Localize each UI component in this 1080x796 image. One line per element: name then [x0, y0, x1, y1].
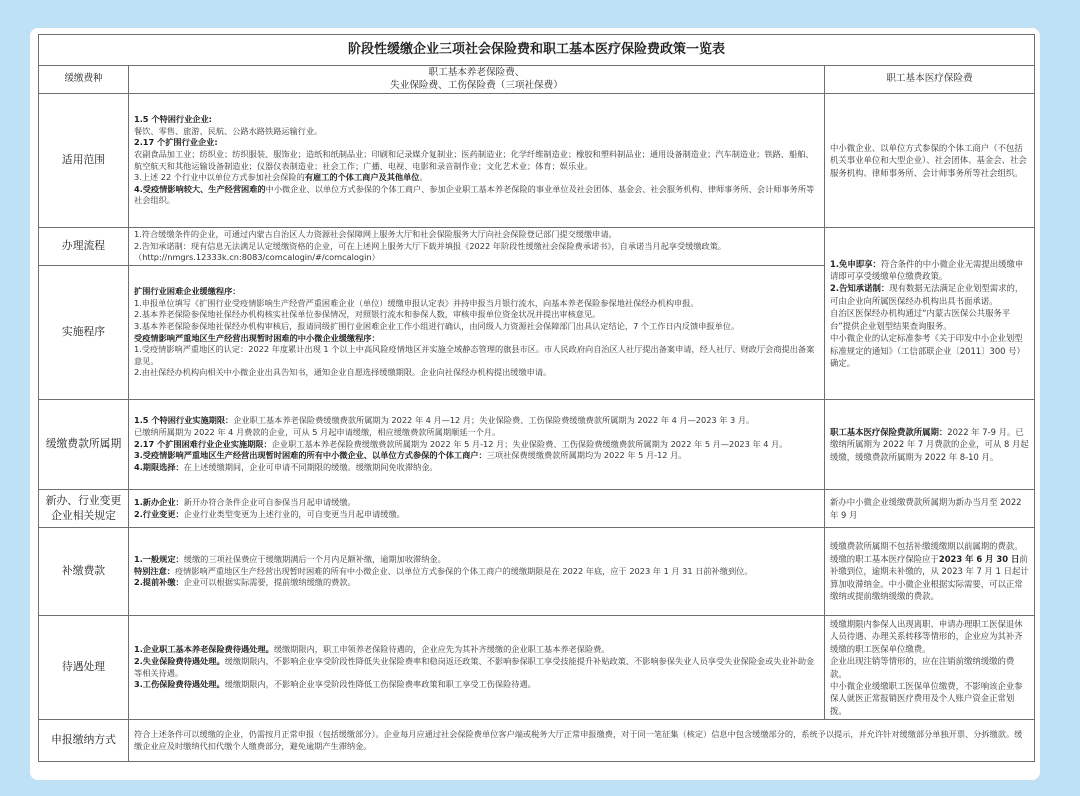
procedure-heading-2: 受疫情影响严重地区生产经营出现暂时困难的中小微企业缓缴程序： [134, 332, 380, 343]
backpay-three-insurances [129, 528, 825, 616]
scope-item-1-title: 1.5 个特困行业企业: [134, 113, 212, 124]
backpay-medical: 缓缴费款所属期不包括补缴缓缴期以前属期的费款。缓缴的职工基本医疗保险应于2023 年 6 月 30 日前补缴到位，逾期未补缴的，从 2023 年 7 月 1 日起计算加收滞纳金。中小微企业根据实际需要，可以正常缴纳或提前缴纳缓缴的费款。 [825, 528, 1035, 616]
scope-item-1-text: 餐饮、零售、旅游、民航、公路水路铁路运输行业。 [134, 125, 323, 136]
row-label-period: 缓缴费款所属期 [39, 400, 129, 490]
backpay-item-special: 特别注意：疫情影响严重地区生产经营出现暂时困难的所有中小微企业、以单位方式参保的个体工商户的缓缴期限是在 2022 年底，应于 2023 年 1 月 31 日前补缴到位。 [134, 565, 753, 576]
procedure-item-5: 2.由社保经办机构向相关中小微企业出具告知书，通知企业自愿选择缓缴期限。企业向社保经办机构提出缓缴申请。 [134, 367, 552, 378]
period-item-3: 3.受疫情影响严重地区生产经营出现暂时困难的所有中小微企业、以单位方式参保的个体工商户：三项社保费缓缴费款所属期均为 2022 年 5 月-12 月。 [134, 450, 687, 461]
scope-three-insurances [129, 94, 825, 228]
process-item-2: 2.告知承诺制：现有信息无法满足认定缓缴资格的企业，可在上述网上服务大厅下载并填报《2022 年阶段性缓缴社会保险费承诺书》，自承诺当月起享受缓缴政策。（http://nmgrs.12333k.cn:8083/comcalogin/#/comcalogin） [134, 240, 727, 263]
treatment-medical [825, 616, 1035, 720]
procedure-item-3: 3.基本养老保险参保地社保经办机构审核后，报请同级扩围行业困难企业工作小组进行确认，由同级人力资源社会保障部门出具认定结论，7 个工作日内反馈申报单位。 [134, 320, 740, 331]
scope-item-4: 4.受疫情影响较大、生产经营困难的中小微企业、以单位方式参保的个体工商户、参加企业职工基本养老保险的事业单位及社会团体、基金会、社会服务机构、律师事务所、会计师事务所等社会组织。 [134, 183, 815, 206]
row-label-new-enterprise: 新办、行业变更企业相关规定 [39, 490, 129, 528]
scope-item-3: 3.上述 22 个行业中以单位方式参加社会保险的有雇工的个体工商户及其他单位。 [134, 172, 428, 183]
header-three-insurances-line2: 失业保险费、工伤保险费（三项社保费） [390, 79, 563, 91]
header-medical-insurance: 职工基本医疗保险费 [825, 66, 1035, 94]
scope-item-2-title: 2.17 个扩围行业企业: [134, 137, 218, 148]
procedure-medical-item-2: 2.告知承诺制：现有数据无法满足企业划型需求的，可由企业向所属医保经办机构出具书面承诺。 [830, 283, 1024, 306]
procedure-three-insurances [129, 266, 825, 400]
treatment-three-insurances [129, 616, 825, 720]
procedure-medical-item-1: 1.免申即享：符合条件的中小微企业无需提出缓缴申请即可享受缓缴单位缴费政策。 [830, 258, 1024, 281]
table-title: 阶段性缓缴企业三项社会保险费和职工基本医疗保险费政策一览表 [39, 35, 1035, 66]
procedure-item-2: 2.基本养老保险参保地社保经办机构核实社保单位参保情况，对照银行流水和参保人数，审核申报单位资金状况并提出审核意见。 [134, 309, 601, 320]
period-item-4: 4.期限选择：在上述缓缴期间，企业可申请不同期限的缓缴。缓缴期间免收滞纳金。 [134, 461, 438, 472]
row-declare [39, 720, 1035, 762]
treatment-item-3: 3.工伤保险费待遇处理。缓缴期限内，不影响企业享受阶段性降低工伤保险费率政策和职工享受工伤保险待遇。 [134, 679, 536, 690]
treatment-medical-item-2: 企业出现注销等情形的，应在注销前缴纳缓缴的费款。 [830, 656, 1015, 679]
procedure-heading-1: 扩围行业困难企业缓缴程序： [134, 285, 241, 296]
period-item-2: 2.17 个扩围困难行业企业实施期限：企业职工基本养老保险费缓缴费款所属期为 2022 年 5 月-12 月；失业保险费、工伤保险费缓缴费款所属期为 2022 年 5 月—2023 年 4 月。 [134, 438, 788, 449]
policy-table [38, 34, 1035, 762]
row-process [39, 228, 1035, 266]
newent-item-2: 2.行业变更：企业行业类型变更为上述行业的，可自变更当月起申请缓缴。 [134, 508, 405, 519]
procedure-medical [825, 228, 1035, 400]
treatment-medical-item-1: 缓缴期限内参保人出现离职、申请办理职工医保退休人员待遇、办理关系转移等情形的，企业应为其补齐缓缴的职工医保单位缴费。 [830, 618, 1023, 654]
process-item-1: 1.符合缓缴条件的企业，可通过内蒙古自治区人力资源社会保障网上服务大厅和社会保险服务大厅向社会保险登记部门提交缓缴申请。 [134, 229, 617, 240]
process-three-insurances [129, 228, 825, 266]
newent-medical: 新办中小微企业缓缴费款所属期为新办当月至 2022 年 9 月 [825, 490, 1035, 528]
row-label-scope: 适用范围 [39, 94, 129, 228]
row-scope [39, 94, 1035, 228]
row-label-process: 办理流程 [39, 228, 129, 266]
header-three-insurances-line1: 职工基本养老保险费、 [428, 67, 525, 79]
row-label-declare: 申报缴纳方式 [39, 720, 129, 762]
newent-three-insurances [129, 490, 825, 528]
period-item-1-note: 已缴纳所属期为 2022 年 4 月费款的企业，可从 5 月起申请缓缴，相应缓缴费款所属期顺延一个月。 [134, 427, 501, 438]
period-item-1: 1.5 个特困行业实施期限：企业职工基本养老保险费缓缴费款所属期为 2022 年 4 月—12 月；失业保险费、工伤保险费缓缴费款所属期为 2022 年 4 月—2023 年 3 月。 [134, 415, 755, 426]
procedure-item-4: 1.受疫情影响严重地区的认定：2022 年度累计出现 1 个以上中高风险疫情地区并实施全域静态管理的旗县市区。市人民政府向自治区人社厅提出备案申请，经人社厅、财政厅会商提出备案意见。 [134, 344, 815, 366]
title-row [39, 35, 1035, 66]
row-treatment [39, 616, 1035, 720]
procedure-item-1: 1.申报单位填写《扩围行业受疫情影响生产经营严重困难企业（单位）缓缴申报认定表》并持申报当月银行流水，向基本养老保险参保地社保经办机构申报。 [134, 297, 699, 308]
row-new-enterprise [39, 490, 1035, 528]
treatment-item-1: 1.企业职工基本养老保险费待遇处理。缓缴期限内，职工申领养老保险待遇的，企业应先为其补齐缓缴的企业职工基本养老保险费。 [134, 644, 610, 655]
row-label-backpay: 补缴费款 [39, 528, 129, 616]
row-label-treatment: 待遇处理 [39, 616, 129, 720]
newent-item-1: 1.新办企业：新开办符合条件企业可自参保当月起申请缓缴。 [134, 496, 356, 507]
treatment-item-2: 2.失业保险费待遇处理。缓缴期限内，不影响企业享受阶段性降低失业保险费率和稳岗返还政策、不影响参保职工享受技能提升补贴政策、不影响参保失业人员享受失业保险金或失业补助金等相关待遇。 [134, 655, 815, 678]
backpay-item-1: 1.一般规定：缓缴的三项社保费应于缓缴期满后一个月内足额补缴，逾期加收滞纳金。 [134, 554, 446, 565]
scope-item-2-text: 农副食品加工业；纺织业；纺织服装、服饰业；造纸和纸制品业；印刷和记录媒介复制业；医药制造业；化学纤维制造业；橡胶和塑料制品业；通用设备制造业；汽车制造业；铁路、船舶、航空航天和其他运输设备制造业；仪器仪表制造业；社会工作；广播、电视、电影和录音制作业；文化艺术业；体育；娱乐业。 [134, 148, 814, 171]
backpay-item-2: 2.提前补缴：企业可以根据实际需要，提前缴纳缓缴的费款。 [134, 577, 356, 588]
procedure-medical-item-4: 中小微企业的认定标准参考《关于印发中小企业划型标准规定的通知》（工信部联企业〔2011〕300 号）确定。 [830, 333, 1025, 369]
header-three-insurances [129, 66, 825, 94]
row-backpay [39, 528, 1035, 616]
procedure-medical-item-3: 自治区医保经办机构通过“内蒙古医保公共服务平台”提供企业划型结果查询服务。 [830, 308, 1011, 331]
row-period [39, 400, 1035, 490]
period-three-insurances [129, 400, 825, 490]
treatment-medical-item-3: 中小微企业缓缴职工医保单位缴费，不影响该企业参保人就医正常报销医疗费用及个人账户资金正常划拨。 [830, 680, 1023, 716]
policy-table-card [30, 28, 1040, 780]
declare-text: 符合上述条件可以缓缴的企业，仍需按月正常申报（包括缓缴部分）。企业每月应通过社会保险费单位客户端或税务大厅正常申报缴费，对于同一笔征集（核定）信息中包含缓缴部分的，系统予以提示，并允许针对缓缴部分单独开票、分拆缴款。缓缴企业应及时缴纳代扣代缴个人缴费部分，避免逾期产生滞纳金。 [129, 720, 1035, 762]
row-label-procedure: 实施程序 [39, 266, 129, 400]
period-medical: 职工基本医疗保险费款所属期：2022 年 7-9 月。已缴纳所属期为 2022 年 7 月费款的企业，可从 8 月起缓缴，缓缴费款所属期为 2022 年 8-10 月。 [825, 400, 1035, 490]
header-category: 缓缴费种 [39, 66, 129, 94]
scope-medical: 中小微企业、以单位方式参保的个体工商户（不包括机关事业单位和大型企业）、社会团体、基金会、社会服务机构、律师事务所、会计师事务所等社会组织。 [825, 94, 1035, 228]
header-row [39, 66, 1035, 94]
